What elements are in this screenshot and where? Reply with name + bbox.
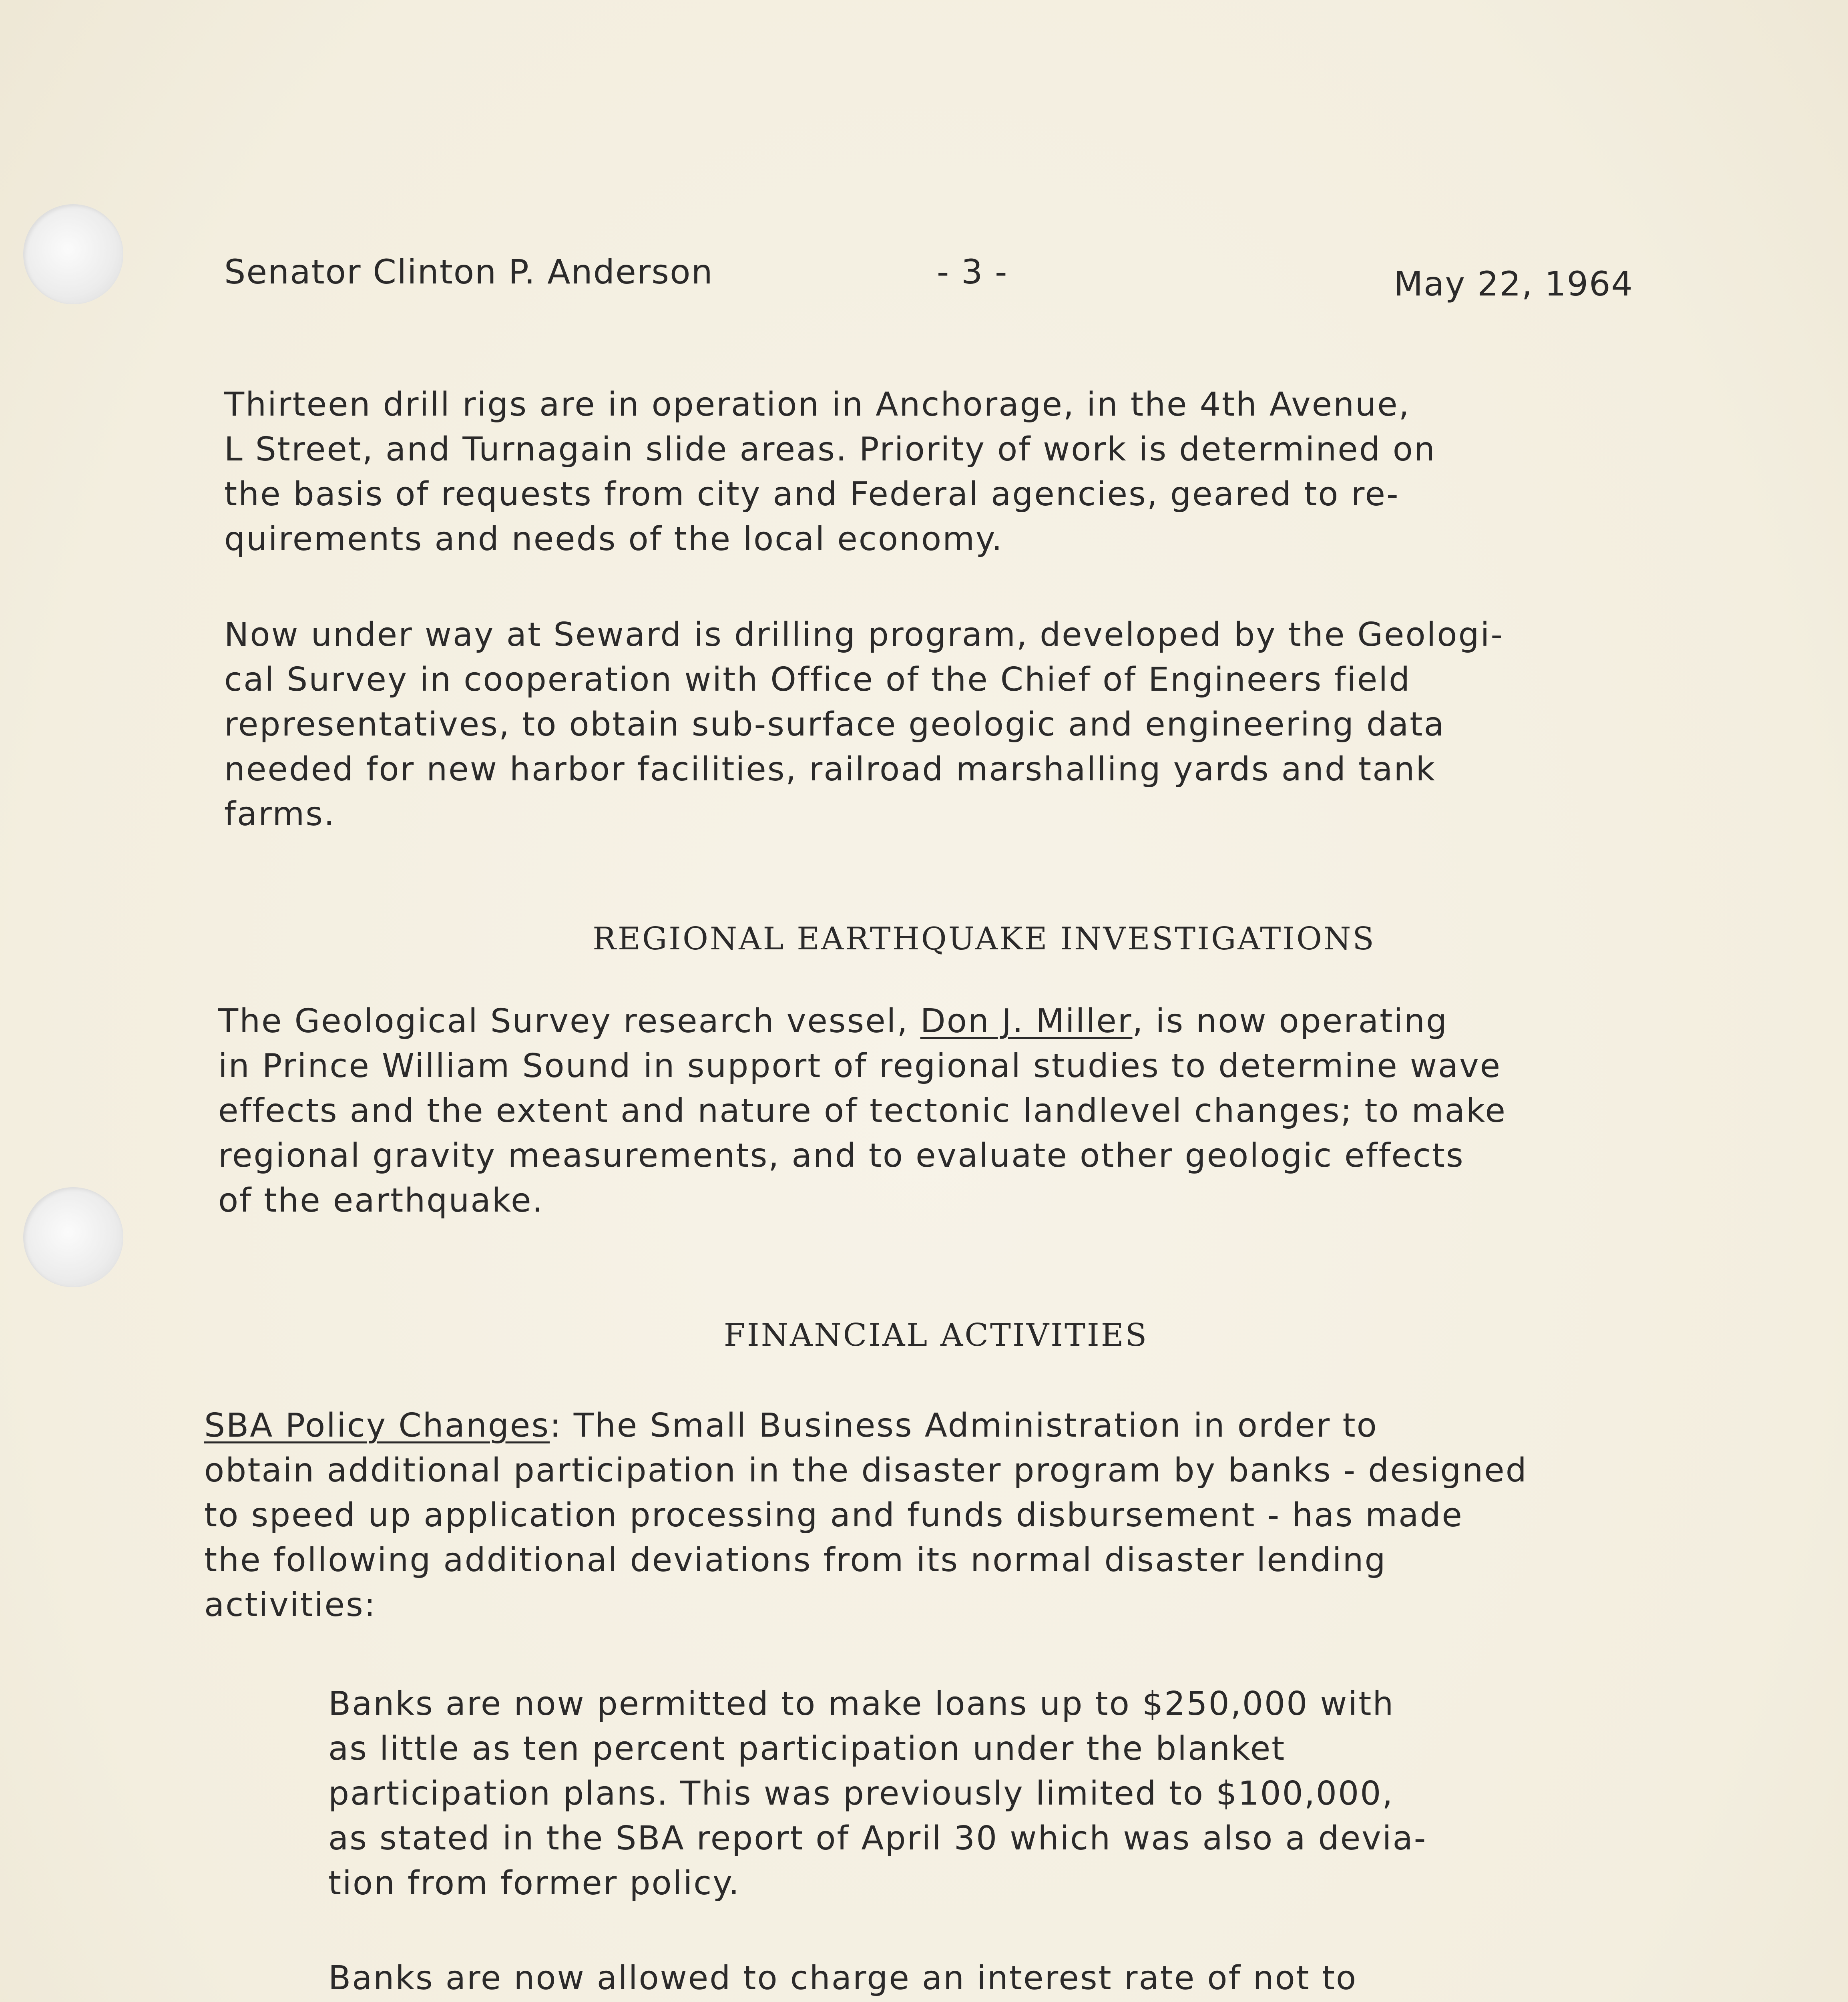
paragraph-research-vessel: [218, 999, 1667, 1223]
header-recipient: Senator Clinton P. Anderson: [224, 252, 713, 291]
punch-hole: [23, 1187, 123, 1287]
paragraph-sba-policy: [204, 1403, 1709, 1628]
punch-hole: [23, 204, 123, 304]
paragraph-seward-drilling: Now under way at Seward is drilling program, developed by the Geologi- cal Survey in cooperation with Office of the Chief of Engineers field representatives, to obtain sub-surface geologic and engineering data needed for new harbor facilities, railroad marshalling yards and tank farms.: [224, 616, 1504, 833]
letter-date: May 22, 1964: [1394, 264, 1633, 304]
paragraph-interest-rate: Banks are now allowed to charge an interest rate of not to: [328, 1959, 1358, 1997]
page-number: - 3 -: [937, 252, 1008, 291]
paragraph-drill-rigs: Thirteen drill rigs are in operation in Anchorage, in the 4th Avenue, L Street, and Turnagain slide areas. Priority of work is determined on the basis of requests from city and Federal agencies, geared to re- quirements and needs of the local economy.: [224, 386, 1436, 558]
paragraph-text: : The Small Business Administration in order to obtain additional participation in the disaster program by banks - designed to speed up application processing and funds disbursement - has made the following additional deviations from its normal disaster lending activities:: [204, 1407, 1528, 1624]
sba-policy-label: SBA Policy Changes: [204, 1407, 550, 1445]
paragraph-bank-loans: Banks are now permitted to make loans up to $250,000 with as little as ten percent participation under the blanket participation plans. This was previously limited to $100,000, as stated in the SBA report of April 30 which was also a devia- tion from former policy.: [328, 1685, 1427, 1902]
section-heading-financial: FINANCIAL ACTIVITIES: [723, 1317, 1149, 1353]
paragraph-text: The Geological Survey research vessel,: [218, 1002, 920, 1040]
paragraph-text: , is now operating in Prince William Sound in support of regional studies to determine wave effects and the extent and nature of tectonic landlevel changes; to make regional gravity measurements, and to evaluate other geologic effects of the earthquake.: [218, 1002, 1507, 1220]
letter-header: [224, 244, 1641, 308]
vessel-name: Don J. Miller: [920, 1002, 1133, 1040]
section-heading-regional: REGIONAL EARTHQUAKE INVESTIGATIONS: [593, 921, 1376, 957]
